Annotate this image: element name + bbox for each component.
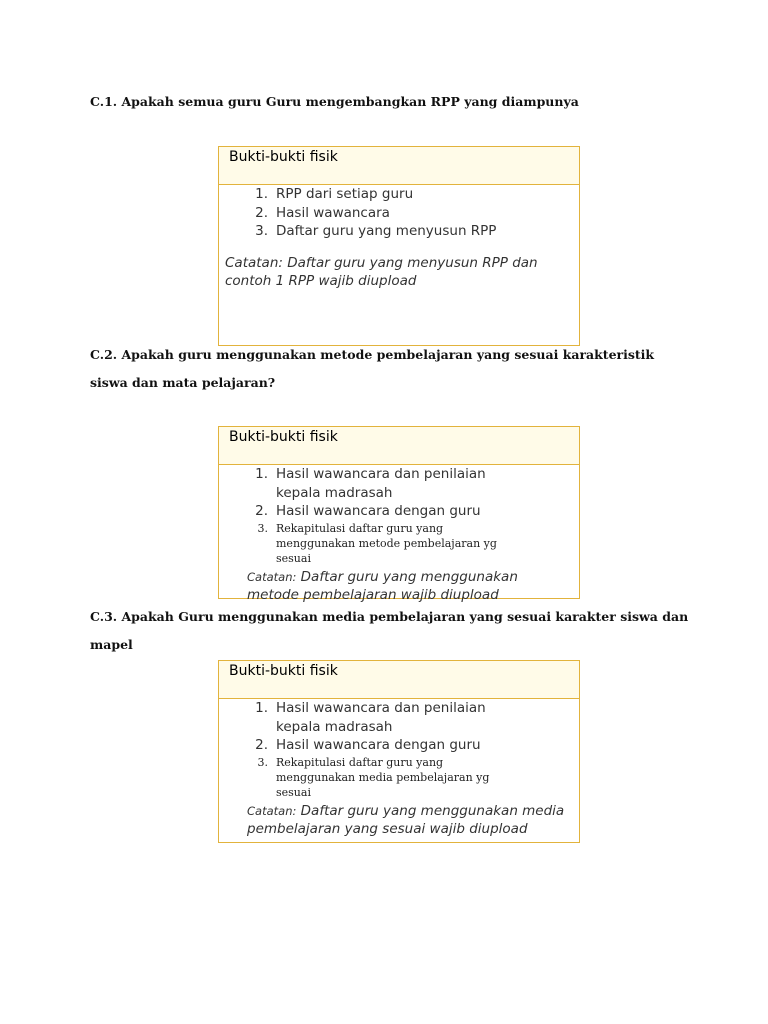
question-c2: C.2. Apakah guru menggunakan metode pembelajaran yang sesuai karakteristik siswa dan mata pelajaran? <box>90 347 655 390</box>
evidence-box-c2 <box>218 426 580 603</box>
list-item-number: 3. <box>257 755 268 769</box>
evidence-list <box>219 465 579 566</box>
list-item-number: 2. <box>255 204 268 221</box>
list-item-text: Rekapitulasi daftar guru yang menggunakan metode pembelajaran yg sesuai <box>276 521 497 565</box>
note-label: Catatan: <box>247 803 297 818</box>
note <box>247 802 577 839</box>
list-item-text: Hasil wawancara dan penilaian kepala madrasah <box>276 700 486 735</box>
note-text: Daftar guru yang menggunakan metode pembelajaran wajib diupload <box>247 568 518 603</box>
evidence-list <box>219 699 579 800</box>
list-item-text: RPP dari setiap guru <box>276 186 414 202</box>
list-item <box>219 736 579 755</box>
note-label: Catatan: <box>247 569 297 584</box>
evidence-box-body <box>219 465 579 605</box>
evidence-box-body <box>219 699 579 839</box>
note <box>225 254 545 291</box>
note-text: Daftar guru yang menggunakan media pembelajaran yang sesuai wajib diupload <box>247 802 565 837</box>
evidence-box-c1 <box>218 146 580 346</box>
list-item-text: Hasil wawancara dengan guru <box>276 503 481 519</box>
evidence-box-title: Bukti-bukti fisik <box>219 147 579 185</box>
list-item-number: 1. <box>255 466 268 482</box>
list-item-text: Rekapitulasi daftar guru yang menggunakan media pembelajaran yg sesuai <box>276 755 490 799</box>
evidence-box-title: Bukti-bukti fisik <box>219 427 579 465</box>
list-item-number: 3. <box>255 223 268 239</box>
note-text: Daftar guru yang menyusun RPP dan contoh 1 RPP wajib diupload <box>225 254 538 289</box>
list-item-text: Hasil wawancara dengan guru <box>276 737 481 753</box>
list-item <box>219 204 579 223</box>
evidence-list <box>219 185 579 241</box>
question-c1: C.1. Apakah semua guru Guru mengembangkan RPP yang diampunya <box>90 94 579 109</box>
evidence-box-body <box>219 185 579 291</box>
list-item-text: Hasil wawancara <box>276 204 390 221</box>
list-item <box>219 502 579 521</box>
list-item <box>219 465 579 502</box>
note <box>247 568 537 605</box>
list-item <box>219 222 579 241</box>
note-label: Catatan: <box>225 254 283 271</box>
list-item <box>219 185 579 204</box>
list-item-number: 1. <box>255 186 268 202</box>
list-item <box>219 521 579 566</box>
list-item-number: 1. <box>255 700 268 716</box>
evidence-box-title: Bukti-bukti fisik <box>219 661 579 699</box>
list-item-number: 2. <box>255 737 268 753</box>
list-item-number: 3. <box>257 521 268 535</box>
question-c3: C.3. Apakah Guru menggunakan media pembelajaran yang sesuai karakter siswa dan mapel <box>90 609 689 652</box>
list-item <box>219 755 579 800</box>
list-item-number: 2. <box>255 503 268 519</box>
evidence-box-c3 <box>218 660 580 843</box>
list-item <box>219 699 579 736</box>
list-item-text: Daftar guru yang menyusun RPP <box>276 223 497 239</box>
list-item-text: Hasil wawancara dan penilaian kepala madrasah <box>276 466 486 501</box>
